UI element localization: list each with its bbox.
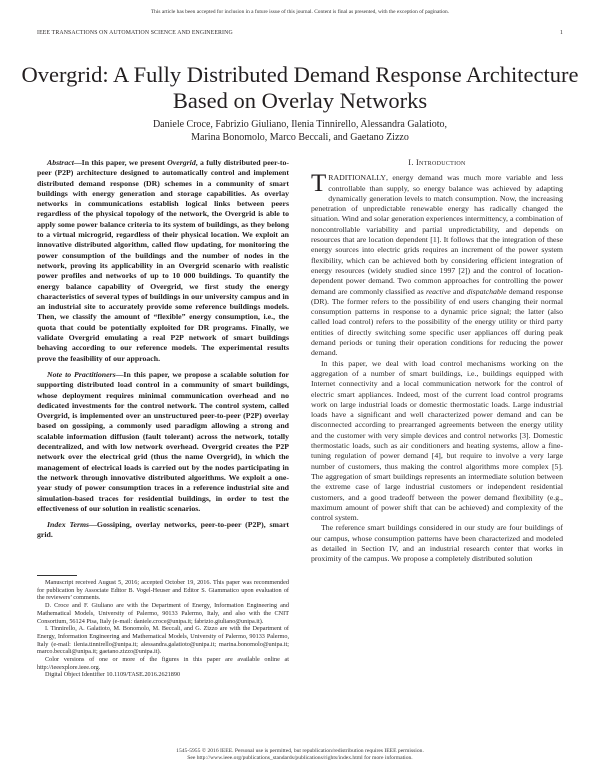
footnote-manuscript: Manuscript received August 5, 2016; accepted October 19, 2016. This paper was recommended for publication by Associate Editor B. Vogel-Heuser and Editor S. Giammatico upon evaluation of the reviewers’ comments. [37,579,289,602]
publication-notice: This article has been accepted for inclusion in a future issue of this journal. Content is final as presented, with the exception of pagination. [150,9,450,15]
footnote-affiliation-2: I. Tinnirello, A. Galatioto, M. Bonomolo, M. Beccali, and G. Zizzo are with the Department of Energy, Information Engineering and Mathematical Models, University of Palermo, 90133 Palermo, Italy (e-mail: ilenia.tinnirello@unipa.it; alessandra.galatioto@unipa.it; marina.bonomolo@unipa.it; marco.beccali@unipa.it; gaetano.zizzo@unipa.it). [37,625,289,656]
section-heading [311,158,563,168]
abstract-label: Abstract [47,158,74,167]
journal-name: IEEE TRANSACTIONS ON AUTOMATION SCIENCE AND ENGINEERING [37,30,233,36]
term-dispatchable: dispatchable [466,286,507,296]
footnote-color: Color versions of one or more of the figures in this paper are available online at http://ieeexplore.ieee.org. [37,656,289,671]
running-head [37,30,563,36]
intro-paragraph-1 [311,170,564,358]
footnote-doi: Digital Object Identifier 10.1109/TASE.2016.2621890 [45,671,181,679]
right-column [311,158,563,565]
abstract-body: , a fully distributed peer-to-peer (P2P) architecture designed to automatically control and implement distributed demand response (DR) schemes in a community of smart buildings with energy generation and storage capabilities. As overlay networks in communications establish logical links between peers regardless of the physical topology of the network, the Overgrid is able to apply some power balance criteria to its system of buildings, as they belong to a virtual microgrid, regardless of their physical location. We exploit an innovative distributed algorithm, called flow updating, for monitoring the power consumption of the buildings and the number of nodes in the network, proving its applicability in an Overgrid scenario with realistic power profiles and networks of up to 10 000 buildings. To quantify the energy balance capability of Overgrid, we first study the energy characteristics of several types of buildings in our university campus and in an industrial site to accurately provide some reference buildings models. Then, we classify the amount of “flexible” energy consumption, i.e., the quota that could be potentially exploited for DR programs. Finally, we validate Overgrid emulating a real P2P network of smart buildings behaving according to our reference models. The experimental results prove the feasibility of our approach. [37,158,289,363]
intro-p1-and: and [450,286,467,296]
lead-word: RADITIONALLY [328,173,386,183]
copyright-line-2: See http://www.ieee.org/publications_standards/publications/rights/index.html for more information. [187,755,413,762]
section-number: I. [408,158,414,167]
abstract-system-name: Overgrid [167,158,196,167]
left-column [37,158,289,541]
term-reactive: reactive [425,286,451,296]
paper-title: Overgrid: A Fully Distributed Demand Response Architecture Based on Overlay Networks [21,62,579,113]
footnotes [37,579,289,679]
footnote-affiliation-1: D. Croce and F. Giuliano are with the Department of Energy, Information Engineering and Mathematical Models, University of Palermo, 90133 Palermo, Italy, and also with the CNIT Consortium, 56124 Pisa, Italy (e-mail: daniele.croce@unipa.it; fabrizio.giuliano@unipa.it). [37,602,289,625]
index-terms-body: Gossiping, overlay networks, peer-to-peer (P2P), smart grid. [37,520,289,540]
copyright-notice [0,748,600,762]
note-dash: — [115,369,124,379]
copyright-line-1: 1545-5955 © 2016 IEEE. Personal use is permitted, but republication/redistribution requires IEEE permission. [176,748,424,754]
abstract-pre: In this paper, we present [81,158,168,167]
author-line-1: Daniele Croce, Fabrizio Giuliano, Ilenia Tinnirello, Alessandra Galatioto, [152,119,448,130]
page-number: 1 [559,30,563,36]
note-to-practitioners [37,370,289,514]
section-title: Introduction [416,158,466,167]
intro-p1-end: demand response (DR). The former refers to the possibility of end users changing their normal consumption patterns in response to a dynamic price signal; the latter (also called load control) refers to the possibility of the energy utility or third party entities of directly switching some specific user appliances off during peak demand periods or tuning their operation conditions for reducing the power demand. [311,286,564,358]
index-terms-label: Index Terms [47,520,90,530]
author-line-2: Marina Bonomolo, Marco Beccali, and Gaetano Zizzo [191,132,409,143]
abstract [37,158,289,364]
author-list [20,118,580,144]
intro-paragraph-3: The reference smart buildings considered in our study are four buildings of our campus, whose consumption patterns have been characterized and modeled as detailed in Section IV, and an industrial research center that works in proximity of the campus. We propose a completely distributed solution [311,523,563,564]
note-label: Note to Practitioners [47,369,116,379]
index-terms-dash: — [89,520,97,530]
intro-paragraph-2: In this paper, we deal with load control mechanisms working on the aggregation of a number of smart buildings, i.e., buildings equipped with Internet connectivity and a local communication network for the control of electric smart appliances. Indeed, most of the current load control programs work on large industrial loads or domestic thermostatic loads. Large industrial loads have a significant and well characterized power demand and can be disconnected according to prearranged agreements between the energy utility and the customer with very simple devices and control networks [3]. Domestic thermostatic loads, such as air conditioners and heating systems, allow a fine-tuning regulation of power demand [4], but require to involve a very large number of customers, thus making the control algorithms more complex [5]. The aggregation of smart buildings represents an intermediate solution between the extreme case of large industrial customers or independent residential customers, and a good tradeoff between the power demand flexibility (e.g., maximum amount of power shift that can be achieved) and complexity of the control system. [311,358,563,523]
footnote-rule [37,575,77,576]
drop-cap: T [311,170,327,198]
abstract-dash: — [73,158,82,167]
note-body: In this paper, we propose a scalable solution for supporting distributed load control in a community of smart buildings, whose deployment requires minimal communication overhead and no dedicated investments for the control network. The control system, called Overgrid, is implemented over an unstructured peer-to-peer (P2P) overlay based on gossiping, a commonly used paradigm allowing a strong and scalable information diffusion (fault tolerant) across the network, totally decentralized, and with low network overhead. Overgrid creates the P2P network over the electrical grid (thus the name Overgrid), in which the management of electrical loads is carried out by the nodes participating in the network through innovative distributed algorithms. We exploit a one-year study of power consumption traces in a reference industrial site and simulation-based traces for residential buildings, in order to test the effectiveness of our solution in realistic scenarios. [37,369,289,513]
index-terms [37,520,289,541]
intro-p1-text: , energy demand was much more variable and less controllable than supply, so energy balance was achieved by adapting dynamically generation levels to match consumption. Now, the increasing penetration of unpredictable renewable energy has radically changed the situation. Wind and solar generation experiences intermittency, a combination of noncontrollable variability and partial unpredictability, and depends on resources that are location dependent [1]. It follows that the integration of these energy sources into electric grids requires an increment of the power system flexibility, which can be achieved both by considering efficient integration of energy resources (widely studied since 1997 [2]) and the control of location-dependent power demand. Two common approaches for controlling the power demand are commonly classified as [311,173,563,296]
